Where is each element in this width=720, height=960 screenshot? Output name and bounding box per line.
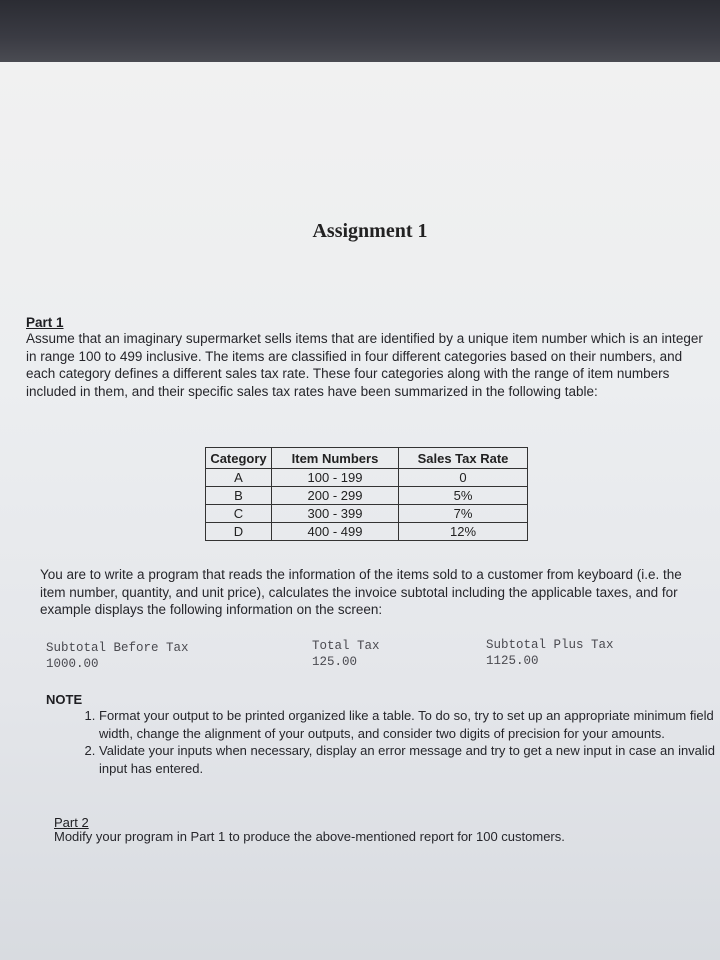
cell-category: D bbox=[206, 523, 272, 541]
part2-text: Modify your program in Part 1 to produce the above-mentioned report for 100 customers. bbox=[54, 829, 565, 844]
header-item-numbers: Item Numbers bbox=[272, 448, 399, 469]
table-row bbox=[206, 523, 528, 541]
cell-tax-rate: 5% bbox=[399, 487, 528, 505]
cell-tax-rate: 0 bbox=[399, 469, 528, 487]
list-item: 2. Validate your inputs when necessary, display an error message and try to get a new input in case an invalid input has entered. bbox=[99, 742, 720, 777]
tax-table bbox=[205, 447, 528, 541]
part2-heading: Part 2 bbox=[54, 815, 89, 830]
header-category: Category bbox=[206, 448, 272, 469]
table-row bbox=[206, 469, 528, 487]
screen-bezel bbox=[0, 0, 720, 62]
cell-tax-rate: 7% bbox=[399, 505, 528, 523]
cell-category: A bbox=[206, 469, 272, 487]
table-row bbox=[206, 505, 528, 523]
table-row bbox=[206, 487, 528, 505]
cell-category: C bbox=[206, 505, 272, 523]
sample-col2-label: Total Tax bbox=[312, 639, 380, 653]
document-page bbox=[0, 62, 720, 960]
note-heading: NOTE bbox=[46, 692, 83, 707]
sample-col2-value: 125.00 bbox=[312, 655, 358, 669]
sample-col3-value: 1125.00 bbox=[486, 654, 539, 668]
program-instructions: You are to write a program that reads the information of the items sold to a customer from keyboard (i.e. the item number, quantity, and unit price), calculates the invoice subtotal including the applicable taxes, and for example displays the following information on the screen: bbox=[40, 567, 682, 617]
cell-item-numbers: 300 - 399 bbox=[272, 505, 399, 523]
part1-heading: Part 1 bbox=[26, 315, 64, 330]
note-list bbox=[48, 707, 720, 777]
document-title: Assignment 1 bbox=[312, 220, 428, 242]
cell-item-numbers: 200 - 299 bbox=[272, 487, 399, 505]
list-item: 1. Format your output to be printed organized like a table. To do so, try to set up an appropriate minimum field width, change the alignment of your outputs, and consider two digits of precision for your amounts. bbox=[99, 707, 720, 742]
sample-col1-label: Subtotal Before Tax bbox=[46, 641, 189, 655]
cell-category: B bbox=[206, 487, 272, 505]
cell-tax-rate: 12% bbox=[399, 523, 528, 541]
header-sales-tax-rate: Sales Tax Rate bbox=[399, 448, 528, 469]
part1-intro: Assume that an imaginary supermarket sells items that are identified by a unique item number which is an integer in range 100 to 499 inclusive. The items are classified in four different categories based on their numbers, and each category defines a different sales tax rate. These four categories along with the range of item numbers included in them, and their specific sales tax rates have been summarized in the following table: bbox=[26, 331, 703, 399]
sample-col3-label: Subtotal Plus Tax bbox=[486, 638, 614, 652]
cell-item-numbers: 400 - 499 bbox=[272, 523, 399, 541]
cell-item-numbers: 100 - 199 bbox=[272, 469, 399, 487]
table-header-row bbox=[206, 448, 528, 469]
sample-col1-value: 1000.00 bbox=[46, 657, 99, 671]
